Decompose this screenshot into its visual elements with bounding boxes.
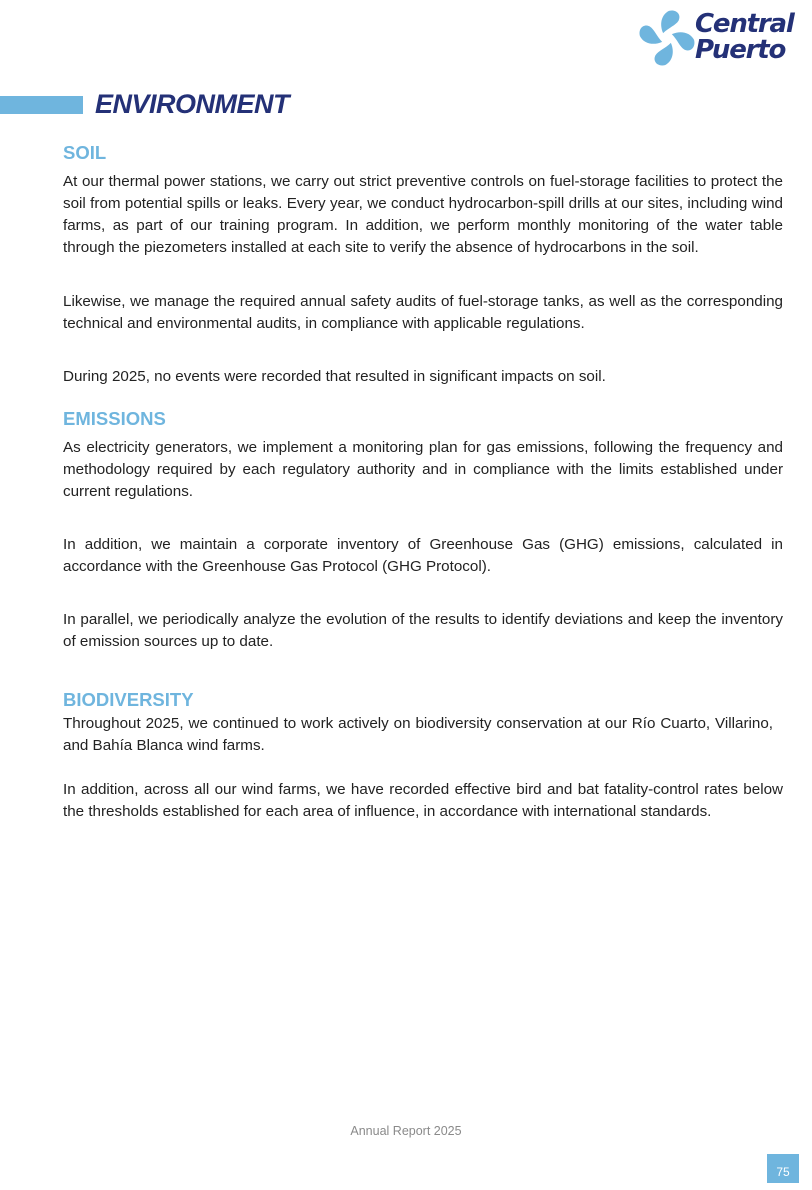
biodiversity-paragraph-1: Throughout 2025, we continued to work actively on biodiversity conservation at our Río Cuarto, Villarino, and Bahía Blanca wind farms.	[63, 715, 773, 754]
soil-paragraph-3: During 2025, no events were recorded that resulted in significant impacts on soil.	[63, 368, 606, 385]
emissions-paragraph-1: As electricity generators, we implement a monitoring plan for gas emissions, following the frequency and methodology required by each regulatory authority and in compliance with the limits established under current regulations.	[63, 439, 783, 500]
logo-word-puerto: Puerto	[695, 35, 786, 65]
turbine-logo-icon	[638, 8, 696, 68]
footer-report-label: Annual Report 2025	[350, 1124, 462, 1138]
logo-word-central: Central	[695, 9, 794, 39]
soil-paragraph-1: At our thermal power stations, we carry out strict preventive controls on fuel-storage facilities to protect the soil from potential spills or leaks. Every year, we conduct hydrocarbon-spill drills at our sites, including wind farms, as part of our training program. In addition, we perform monthly monitoring of the water table through the piezometers installed at each site to verify the absence of hydrocarbons in the soil.	[63, 173, 783, 256]
biodiversity-heading: BIODIVERSITY	[63, 689, 194, 710]
emissions-heading: EMISSIONS	[63, 408, 166, 429]
section-title: ENVIRONMENT	[95, 89, 290, 119]
biodiversity-paragraph-2: In addition, across all our wind farms, we have recorded effective bird and bat fatality-control rates below the thresholds established for each area of influence, in accordance with international standards.	[63, 781, 783, 820]
company-logo	[638, 8, 803, 70]
logo-wordmark	[695, 11, 794, 63]
page-content	[63, 141, 783, 823]
page-number-badge: 75	[767, 1154, 799, 1183]
soil-heading: SOIL	[63, 142, 107, 163]
soil-paragraph-2: Likewise, we manage the required annual safety audits of fuel-storage tanks, as well as the corresponding technical and environmental audits, in compliance with applicable regulations.	[63, 293, 783, 332]
emissions-paragraph-2: In addition, we maintain a corporate inventory of Greenhouse Gas (GHG) emissions, calculated in accordance with the Greenhouse Gas Protocol (GHG Protocol).	[63, 536, 783, 575]
emissions-paragraph-3: In parallel, we periodically analyze the evolution of the results to identify deviations and keep the inventory of emission sources up to date.	[63, 611, 783, 650]
section-accent-bar	[0, 96, 83, 114]
